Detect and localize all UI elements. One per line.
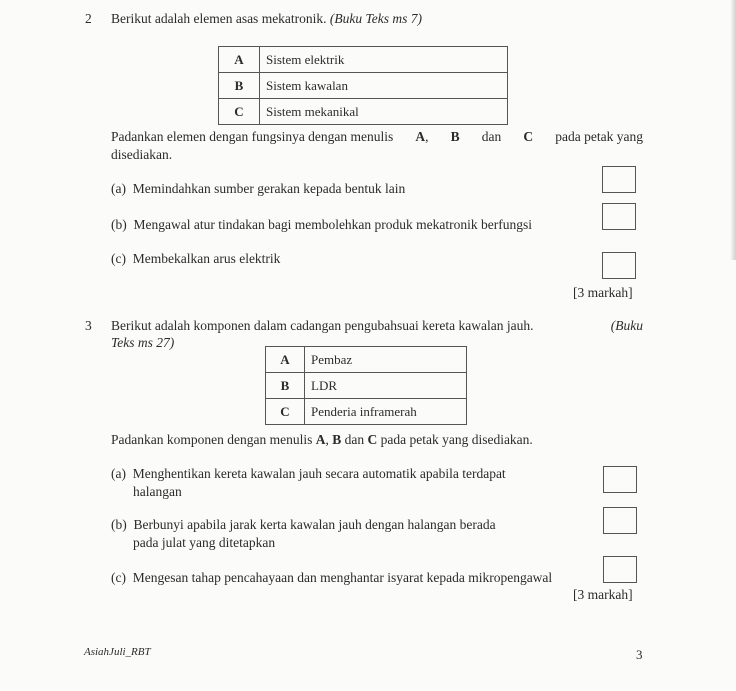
q3-option-key: C xyxy=(266,399,305,425)
q3-stem-line1 xyxy=(111,318,643,334)
q2-instruction-a: A xyxy=(415,129,426,144)
q3-option-value: Penderia inframerah xyxy=(305,399,467,425)
q2-option-value: Sistem elektrik xyxy=(260,47,508,73)
q3-marks: [3 markah] xyxy=(573,587,633,602)
q3-option-value: LDR xyxy=(305,373,467,399)
q2-answer-box-c[interactable] xyxy=(602,252,636,279)
q2-option-value: Sistem kawalan xyxy=(260,73,508,99)
q3-item-c xyxy=(111,570,552,586)
q3-instruction xyxy=(111,432,533,448)
q3-item-a-line2: halangan xyxy=(133,484,182,499)
q2-number: 2 xyxy=(85,11,92,26)
q2-item-label: (a) xyxy=(111,181,126,196)
q3-answer-box-b[interactable] xyxy=(603,507,637,534)
q2-option-key: C xyxy=(219,99,260,125)
q3-number: 3 xyxy=(85,318,92,333)
q3-option-value: Pembaz xyxy=(305,347,467,373)
q3-option-key: A xyxy=(266,347,305,373)
q2-option-key: B xyxy=(219,73,260,99)
q3-item-label: (a) xyxy=(111,466,126,481)
q2-option-row xyxy=(219,73,508,99)
q2-options-table xyxy=(218,46,508,125)
q2-instruction-b: B xyxy=(450,129,460,144)
q2-instruction-text: Padankan elemen dengan fungsinya dengan menulis xyxy=(111,129,394,144)
q3-item-b xyxy=(111,517,496,533)
q2-instruction-line2: disediakan. xyxy=(111,147,173,162)
q2-instruction-line1 xyxy=(111,129,643,145)
q2-answer-box-a[interactable] xyxy=(602,166,636,193)
q3-instruction-dan: dan xyxy=(344,432,365,447)
q3-option-key: B xyxy=(266,373,305,399)
q3-instruction-text: Padankan komponen dengan menulis xyxy=(111,432,316,447)
q3-stem-line2: Teks ms 27) xyxy=(111,335,175,350)
q2-option-row xyxy=(219,47,508,73)
q2-instruction-comma: , xyxy=(425,129,429,144)
q3-options-table xyxy=(265,346,467,425)
q2-instruction-c: C xyxy=(523,129,534,144)
q2-item-a xyxy=(111,181,405,197)
q3-stem-text: Berikut adalah komponen dalam cadangan pengubahsuai kereta kawalan jauh. xyxy=(111,318,534,333)
q2-instruction-tail: pada petak yang xyxy=(555,129,643,144)
q2-stem-ref: (Buku Teks ms 7) xyxy=(329,11,423,26)
q2-option-value: Sistem mekanikal xyxy=(260,99,508,125)
q2-instruction-dan: dan xyxy=(481,129,502,144)
q2-answer-box-b[interactable] xyxy=(602,203,636,230)
q3-item-text: Mengesan tahap pencahayaan dan menghantar isyarat kepada mikropengawal xyxy=(132,570,553,585)
page-edge-shadow xyxy=(730,0,736,260)
q2-option-row xyxy=(219,99,508,125)
q2-item-c xyxy=(111,251,280,267)
footer-page-number: 3 xyxy=(636,647,643,662)
q3-item-text: Menghentikan kereta kawalan jauh secara automatik apabila terdapat xyxy=(132,466,506,481)
q3-item-b-line2: pada julat yang ditetapkan xyxy=(133,535,276,550)
q2-stem-text: Berikut adalah elemen asas mekatronik. xyxy=(111,11,330,26)
q3-stem-ref: (Buku xyxy=(610,318,643,333)
q2-item-text: Membekalkan arus elektrik xyxy=(132,251,281,266)
q3-option-row xyxy=(266,373,467,399)
q3-answer-box-c[interactable] xyxy=(603,556,637,583)
q2-item-text: Memindahkan sumber gerakan kepada bentuk lain xyxy=(132,181,406,196)
q3-instruction-a: A xyxy=(315,432,326,447)
q3-instruction-c: C xyxy=(367,432,378,447)
q3-instruction-tail: pada petak yang disediakan. xyxy=(380,432,533,447)
q2-stem xyxy=(111,11,422,27)
q2-option-key: A xyxy=(219,47,260,73)
q3-instruction-b: B xyxy=(332,432,342,447)
q2-marks: [3 markah] xyxy=(573,285,633,300)
q3-option-row xyxy=(266,399,467,425)
footer-author: AsiahJuli_RBT xyxy=(84,646,151,658)
q3-item-label: (c) xyxy=(111,570,126,585)
q3-option-row xyxy=(266,347,467,373)
q2-item-label: (c) xyxy=(111,251,126,266)
q3-item-label: (b) xyxy=(111,517,127,532)
q2-item-b xyxy=(111,217,532,233)
q3-item-a xyxy=(111,466,506,482)
q2-item-label: (b) xyxy=(111,217,127,232)
q3-instruction-comma: , xyxy=(325,432,329,447)
q3-answer-box-a[interactable] xyxy=(603,466,637,493)
q2-item-text: Mengawal atur tindakan bagi membolehkan produk mekatronik berfungsi xyxy=(133,217,533,232)
q3-item-text: Berbunyi apabila jarak kerta kawalan jauh dengan halangan berada xyxy=(133,517,496,532)
